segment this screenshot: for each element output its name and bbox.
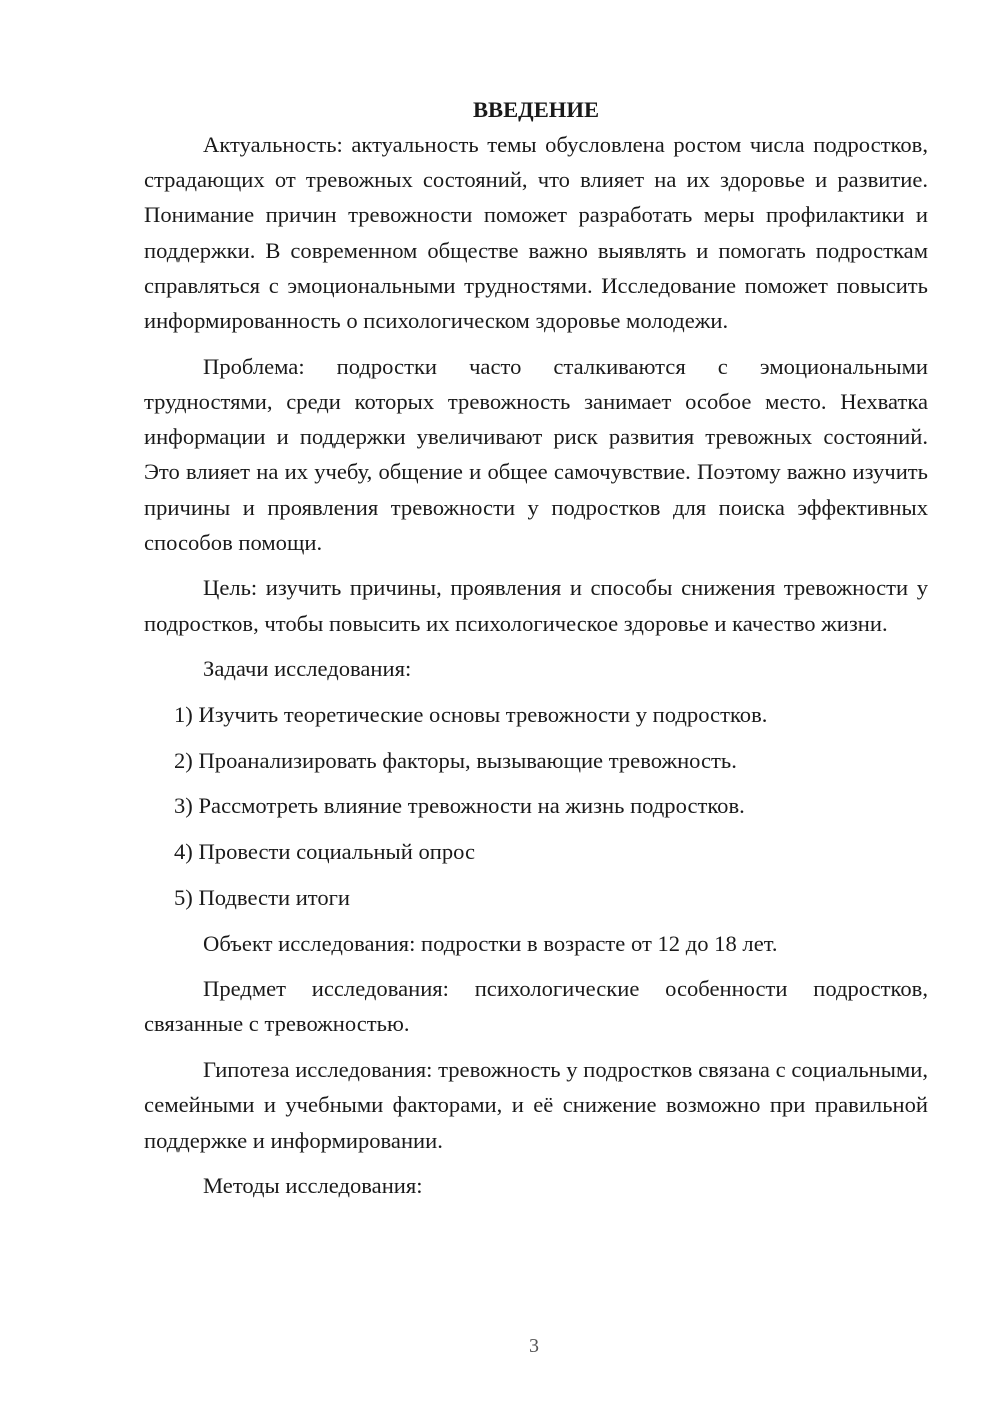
tasks-list bbox=[144, 697, 928, 915]
tasks-heading: Задачи исследования: bbox=[203, 656, 412, 682]
page-number: 3 bbox=[529, 1335, 539, 1357]
problem-paragraph: Проблема: подростки часто сталкиваются с эмоциональными трудностями, среди которых тревожность занимает особое место. Нехватка информации и поддержки увеличивают риск развития тревожных состояний. Это влияет на их учебу, общение и общее самочувствие. Поэтому важно изучить причины и проявления тревожности у подростков для поиска эффективных способов помощи. bbox=[144, 353, 928, 555]
goal-paragraph: Цель: изучить причины, проявления и способы снижения тревожности у подростков, чтобы повысить их психологическое здоровье и качество жизни. bbox=[144, 575, 928, 636]
hypothesis-paragraph: Гипотеза исследования: тревожность у подростков связана с социальными, семейными и учебными факторами, и её снижение возможно при правильной поддержке и информировании. bbox=[144, 1057, 928, 1153]
subject-paragraph: Предмет исследования: психологические особенности подростков, связанные с тревожностью. bbox=[144, 976, 928, 1037]
list-item: 2) Проанализировать факторы, вызывающие тревожность. bbox=[174, 747, 737, 773]
page-body bbox=[144, 92, 928, 1214]
list-item: 3) Рассмотреть влияние тревожности на жизнь подростков. bbox=[174, 793, 745, 819]
object-paragraph: Объект исследования: подростки в возрасте от 12 до 18 лет. bbox=[203, 930, 778, 956]
section-title: ВВЕДЕНИЕ bbox=[472, 97, 600, 122]
list-item: 4) Провести социальный опрос bbox=[174, 839, 476, 865]
list-item: 1) Изучить теоретические основы тревожности у подростков. bbox=[174, 702, 768, 728]
relevance-paragraph: Актуальность: актуальность темы обусловлена ростом числа подростков, страдающих от тревожных состояний, что влияет на их здоровье и развитие. Понимание причин тревожности поможет разработать меры профилактики и поддержки. В современном обществе важно выявлять и помогать подросткам справляться с эмоциональными трудностями. Исследование поможет повысить информированность о психологическом здоровье молодежи. bbox=[144, 132, 928, 334]
list-item: 5) Подвести итоги bbox=[174, 884, 351, 910]
methods-heading: Методы исследования: bbox=[203, 1173, 423, 1199]
